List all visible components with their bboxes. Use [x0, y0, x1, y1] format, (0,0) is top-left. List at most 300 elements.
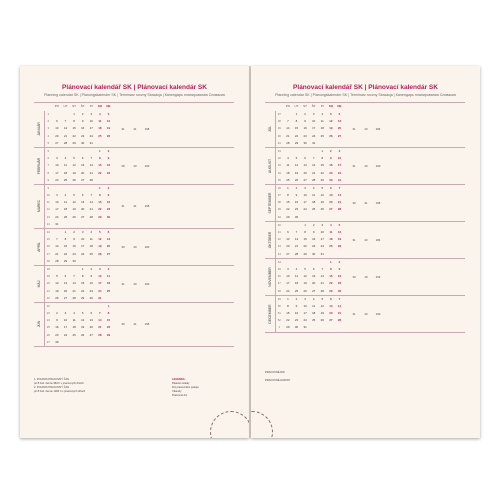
- weekday-header: PI: [89, 104, 93, 108]
- week-number: 47: [277, 281, 281, 286]
- day-cell: 7: [56, 237, 58, 242]
- day-cell: [61, 303, 70, 310]
- weekday-header: PO: [285, 104, 291, 108]
- day-cell: 28: [337, 318, 342, 323]
- week-number: 1: [47, 112, 50, 116]
- week-number: 18: [46, 266, 50, 271]
- week-row: [44, 295, 234, 302]
- day-cell: 13: [329, 303, 333, 308]
- day-cell: 27: [55, 140, 59, 145]
- week-row: [275, 214, 465, 221]
- day-cell: 5: [321, 185, 324, 190]
- day-cell: [335, 251, 344, 258]
- month-work-hours: 160: [375, 164, 381, 169]
- day-cell: [53, 229, 62, 236]
- day-cell: 1: [81, 266, 84, 271]
- day-cell: 21: [337, 311, 342, 316]
- weekday-header: SO: [328, 104, 334, 108]
- day-cell: [70, 185, 79, 192]
- day-cell: 26: [55, 295, 59, 300]
- day-cell: 8: [99, 193, 101, 198]
- week-row: [275, 185, 465, 192]
- day-cell: [318, 259, 327, 266]
- day-cell: 9: [56, 318, 58, 323]
- week-row: [44, 273, 234, 280]
- month-block: [265, 296, 465, 333]
- day-cell: 28: [294, 251, 299, 256]
- day-cell: 11: [286, 163, 290, 168]
- day-cell: 19: [72, 170, 76, 175]
- day-cell: 13: [337, 119, 342, 124]
- month-day-count: 30: [121, 322, 125, 327]
- day-cell: [104, 295, 113, 302]
- week-number: 12: [46, 207, 50, 212]
- week-row: [44, 155, 234, 162]
- day-cell: [78, 303, 87, 310]
- day-cell: [104, 140, 113, 147]
- day-cell: 27: [329, 207, 333, 212]
- day-cell: 11: [320, 119, 324, 124]
- month-block: [265, 111, 465, 148]
- day-cell: 16: [89, 281, 93, 286]
- day-cell: 3: [312, 112, 315, 116]
- day-cell: 11: [89, 237, 93, 242]
- day-cell: 26: [320, 318, 324, 323]
- day-cell: [61, 148, 70, 155]
- month-name: MAREC: [37, 200, 41, 213]
- day-cell: 12: [320, 193, 324, 198]
- left-calendar-grid: [34, 102, 234, 347]
- day-cell: 15: [294, 126, 299, 131]
- month-day-count: 31: [121, 282, 125, 287]
- week-row: [44, 192, 234, 199]
- day-cell: [301, 259, 310, 266]
- day-cell: 18: [89, 244, 93, 249]
- right-page-subtitle: Planning calendar SK | Planungskalender SK | Terminarz roczny Słowacja | Календарь планирования Словакия: [275, 93, 456, 97]
- day-cell: [78, 339, 87, 346]
- day-cell: 3: [90, 112, 93, 116]
- week-row: [44, 332, 234, 339]
- month-work-days: 19: [364, 274, 368, 279]
- month-label: [34, 229, 45, 265]
- day-cell: [78, 258, 87, 265]
- day-cell: 12: [303, 274, 307, 279]
- day-cell: 10: [89, 119, 93, 124]
- day-cell: 16: [72, 244, 76, 249]
- week-number: 49: [277, 296, 281, 301]
- week-row: [275, 243, 465, 250]
- day-cell: [335, 324, 344, 331]
- week-number: 31: [277, 140, 281, 145]
- day-cell: 22: [320, 170, 324, 175]
- week-row: [275, 251, 465, 258]
- week-number: 10: [46, 193, 50, 198]
- week-number: 44: [277, 251, 281, 256]
- week-row: [275, 317, 465, 324]
- day-cell: 20: [89, 325, 93, 330]
- day-cell: 18: [312, 200, 316, 205]
- month-work-days: 20: [364, 164, 368, 169]
- week-row: [44, 310, 234, 317]
- day-cell: 26: [329, 133, 333, 138]
- day-cell: 5: [330, 112, 332, 116]
- week-number: 33: [277, 163, 281, 168]
- week-number: 7: [47, 163, 50, 168]
- day-cell: 31: [337, 177, 342, 182]
- day-cell: 16: [303, 126, 307, 131]
- day-cell: 5: [73, 156, 75, 161]
- day-cell: 15: [63, 244, 68, 249]
- month-label: [265, 222, 276, 258]
- day-cell: 1: [287, 296, 289, 301]
- week-row: [275, 296, 465, 303]
- day-cell: 1: [321, 148, 324, 153]
- day-cell: 7: [295, 230, 298, 234]
- day-cell: 27: [329, 318, 333, 323]
- week-number: 37: [277, 193, 281, 198]
- day-cell: [284, 148, 293, 155]
- week-number: 31: [277, 148, 281, 153]
- day-cell: 6: [338, 112, 341, 116]
- day-cell: 6: [56, 119, 58, 124]
- left-page-title: Plánovací kalendář SK | Plánovací kalendár SK: [62, 84, 207, 91]
- day-cell: 10: [286, 274, 290, 279]
- day-cell: 17: [63, 325, 68, 330]
- day-cell: 18: [320, 126, 324, 131]
- day-cell: 26: [320, 207, 324, 212]
- day-cell: 11: [63, 163, 67, 168]
- month-work-hours: 160: [144, 164, 150, 169]
- week-number: 27: [277, 112, 281, 116]
- month-name: FEBRUÁR: [37, 157, 41, 175]
- day-cell: 19: [320, 200, 324, 205]
- month-name: DECEMBER: [268, 304, 272, 324]
- day-cell: 23: [106, 170, 111, 175]
- day-cell: [53, 266, 62, 273]
- day-cell: 20: [329, 311, 333, 316]
- day-cell: 14: [98, 318, 102, 323]
- week-number: 43: [277, 244, 281, 249]
- day-cell: 15: [303, 237, 307, 242]
- day-cell: 13: [89, 318, 93, 323]
- day-cell: 4: [330, 222, 332, 227]
- month-label: [34, 266, 45, 302]
- day-cell: 25: [98, 133, 102, 138]
- planner-spread: [20, 66, 480, 440]
- weekday-header: ŠT: [80, 104, 85, 108]
- day-cell: 16: [312, 237, 316, 242]
- day-cell: [96, 221, 105, 228]
- day-cell: 27: [81, 177, 85, 182]
- day-cell: 9: [338, 266, 341, 271]
- month-label: [265, 259, 276, 295]
- legend-item: Dni pracovného pokoja: [172, 386, 199, 389]
- day-cell: 18: [63, 170, 68, 175]
- day-cell: 21: [98, 325, 102, 330]
- day-cell: 16: [329, 163, 333, 168]
- day-cell: 15: [320, 163, 324, 168]
- day-cell: 30: [337, 288, 342, 293]
- day-cell: 2: [330, 148, 332, 153]
- weekday-header-row: [275, 103, 465, 111]
- day-cell: 27: [63, 295, 68, 300]
- day-cell: 14: [337, 193, 342, 198]
- week-number: 52: [277, 318, 281, 323]
- day-cell: 21: [312, 170, 316, 175]
- day-cell: 10: [98, 274, 102, 279]
- day-cell: [96, 339, 105, 346]
- day-cell: [70, 303, 79, 310]
- week-number: 40: [277, 222, 281, 227]
- day-cell: 25: [89, 251, 93, 256]
- day-cell: 8: [107, 311, 110, 316]
- day-cell: 18: [294, 281, 299, 286]
- day-cell: 22: [98, 170, 102, 175]
- week-number: 50: [277, 303, 281, 308]
- day-cell: 10: [55, 200, 59, 205]
- day-cell: [78, 185, 87, 192]
- day-cell: 8: [73, 119, 75, 124]
- weekday-header: NE: [337, 104, 342, 108]
- day-cell: [318, 324, 327, 331]
- day-cell: 26: [72, 177, 76, 182]
- day-cell: 17: [312, 126, 316, 131]
- day-cell: 26: [98, 251, 102, 256]
- day-cell: 12: [320, 303, 324, 308]
- left-notes: [34, 378, 144, 394]
- day-cell: [61, 266, 70, 273]
- day-cell: 30: [89, 295, 93, 300]
- day-cell: 17: [55, 170, 59, 175]
- day-cell: 15: [81, 281, 85, 286]
- day-cell: 28: [63, 140, 68, 145]
- day-cell: [78, 148, 87, 155]
- week-number: 13: [46, 214, 50, 219]
- day-cell: 12: [98, 237, 102, 242]
- week-row: [44, 140, 234, 147]
- day-cell: 18: [286, 170, 290, 175]
- day-cell: 24: [320, 244, 324, 249]
- day-cell: 21: [55, 251, 59, 256]
- day-cell: [318, 140, 327, 147]
- week-row: [275, 170, 465, 177]
- day-cell: 20: [81, 207, 85, 212]
- day-cell: 8: [64, 237, 67, 242]
- week-row: [275, 133, 465, 140]
- week-row: [275, 303, 465, 310]
- corner-decoration: [251, 411, 273, 438]
- day-cell: 19: [72, 207, 76, 212]
- day-cell: 23: [106, 207, 111, 212]
- week-number: 9: [47, 185, 50, 190]
- week-number: 6: [47, 156, 50, 161]
- day-cell: 25: [286, 177, 290, 182]
- week-number: 35: [277, 177, 281, 182]
- day-cell: 17: [337, 163, 342, 168]
- month-name: SEPTEMBER: [268, 192, 272, 214]
- day-cell: [335, 214, 344, 221]
- day-cell: 23: [329, 170, 333, 175]
- month-work-hours: 152: [375, 274, 381, 279]
- day-cell: [318, 214, 327, 221]
- day-cell: 7: [338, 296, 341, 301]
- month-work-days: 20: [133, 164, 137, 169]
- day-cell: 12: [337, 230, 342, 234]
- day-cell: 21: [72, 288, 76, 293]
- week-number: 9: [47, 177, 50, 182]
- day-cell: 2: [90, 266, 93, 271]
- day-cell: [292, 222, 301, 229]
- week-number: 29: [277, 126, 281, 131]
- week-number: 39: [277, 207, 281, 212]
- week-row: [275, 192, 465, 199]
- day-cell: [309, 324, 318, 331]
- day-cell: 10: [303, 303, 307, 308]
- weekday-header: PO: [54, 104, 60, 108]
- day-cell: [96, 177, 105, 184]
- weekday-header: SO: [97, 104, 103, 108]
- day-cell: 11: [312, 303, 316, 308]
- month-day-count: 31: [352, 311, 356, 316]
- month-work-hours: 168: [144, 127, 150, 132]
- day-cell: 23: [89, 288, 93, 293]
- day-cell: 10: [303, 193, 307, 198]
- week-number: 17: [46, 251, 50, 256]
- day-cell: 7: [287, 119, 289, 124]
- day-cell: 4: [287, 156, 289, 161]
- note-line: 1. POLROK PRACOVNÝ ČAS: [34, 378, 70, 381]
- month-block: [265, 222, 465, 259]
- week-row: [275, 222, 465, 229]
- legend-item: Platené sviatky: [172, 382, 190, 385]
- day-cell: 26: [106, 133, 111, 138]
- month-work-hours: 168: [375, 201, 381, 206]
- day-cell: 29: [286, 325, 290, 330]
- day-cell: 9: [107, 193, 110, 198]
- week-row: [44, 229, 234, 236]
- month-block: [34, 111, 234, 148]
- day-cell: 7: [99, 311, 101, 316]
- day-cell: 30: [303, 140, 307, 145]
- day-cell: 16: [106, 200, 111, 205]
- month-day-count: 31: [352, 164, 356, 169]
- week-number: 34: [277, 170, 281, 175]
- day-cell: 24: [303, 207, 307, 212]
- week-number: 48: [277, 288, 281, 293]
- day-cell: 23: [294, 207, 299, 212]
- day-cell: 25: [72, 332, 76, 337]
- note-line: pri 8 hod. denne 1000 h v pracovných dňoch: [34, 390, 86, 393]
- day-cell: 23: [294, 318, 299, 323]
- legend-title: LEGENDA:: [172, 378, 186, 381]
- day-cell: 24: [303, 318, 307, 323]
- day-cell: [104, 339, 113, 346]
- day-cell: 12: [72, 163, 76, 168]
- weekday-header-row: [44, 103, 234, 111]
- day-cell: 24: [286, 288, 290, 293]
- month-day-count: 31: [121, 204, 125, 209]
- right-calendar-grid: [265, 102, 465, 333]
- day-cell: 13: [303, 163, 307, 168]
- day-cell: 4: [90, 230, 93, 234]
- day-cell: 21: [294, 244, 299, 249]
- day-cell: 22: [106, 325, 111, 330]
- week-number: 25: [46, 325, 50, 330]
- day-cell: 11: [72, 318, 76, 323]
- day-cell: [96, 303, 105, 310]
- week-row: [44, 236, 234, 243]
- week-number: 18: [46, 258, 50, 263]
- day-cell: 4: [312, 185, 315, 190]
- day-cell: [301, 148, 310, 155]
- day-cell: [96, 258, 105, 265]
- day-cell: 30: [55, 339, 59, 344]
- day-cell: 15: [329, 274, 333, 279]
- day-cell: 19: [81, 325, 85, 330]
- month-work-hours: 184: [375, 237, 381, 242]
- day-cell: 14: [89, 200, 93, 205]
- week-row: [44, 258, 234, 265]
- day-cell: 15: [286, 311, 290, 316]
- day-cell: 10: [63, 318, 68, 323]
- day-cell: 28: [98, 332, 102, 337]
- day-cell: 12: [72, 200, 76, 205]
- day-cell: 8: [99, 156, 101, 161]
- day-cell: [61, 185, 70, 192]
- month-block: [34, 229, 234, 266]
- day-cell: [70, 266, 79, 273]
- weekday-header: ŠT: [311, 104, 316, 108]
- month-name: JÚN: [37, 321, 41, 328]
- day-cell: 3: [56, 193, 58, 198]
- day-cell: 29: [106, 332, 111, 337]
- month-label: [265, 185, 276, 221]
- week-number: 22: [46, 295, 50, 300]
- day-cell: 4: [321, 112, 324, 116]
- week-row: [44, 118, 234, 125]
- day-cell: 15: [72, 126, 76, 131]
- week-row: [44, 177, 234, 184]
- week-number: 30: [277, 133, 281, 138]
- day-cell: 20: [303, 170, 307, 175]
- day-cell: 7: [312, 156, 315, 161]
- day-cell: 14: [63, 126, 68, 131]
- week-number: 42: [277, 237, 281, 242]
- day-cell: 21: [320, 281, 324, 286]
- day-cell: 21: [63, 133, 68, 138]
- month-work-days: 21: [133, 204, 137, 209]
- day-cell: 16: [81, 126, 85, 131]
- day-cell: [87, 221, 96, 228]
- day-cell: [284, 222, 293, 229]
- day-cell: 28: [89, 177, 93, 182]
- day-cell: 29: [63, 258, 68, 263]
- day-cell: 28: [312, 177, 316, 182]
- week-row: [44, 111, 234, 118]
- month-name: JANUÁR: [37, 122, 41, 136]
- day-cell: 3: [56, 156, 58, 161]
- month-work-hours: 184: [375, 127, 381, 132]
- day-cell: 29: [98, 214, 102, 219]
- week-number: 40: [277, 214, 281, 219]
- day-cell: 23: [337, 281, 342, 286]
- month-work-hours: 168: [144, 322, 150, 327]
- left-page-subtitle: Planning calendar SK | Planungskalender SK | Terminarz roczny Słowacja | Календарь планирования Словакия: [44, 93, 225, 97]
- day-cell: 4: [73, 311, 75, 316]
- month-work-days: 23: [364, 237, 368, 242]
- month-work-days: 21: [133, 322, 137, 327]
- note-line: 2. POLROK PRACOVNÝ ČAS: [34, 386, 70, 389]
